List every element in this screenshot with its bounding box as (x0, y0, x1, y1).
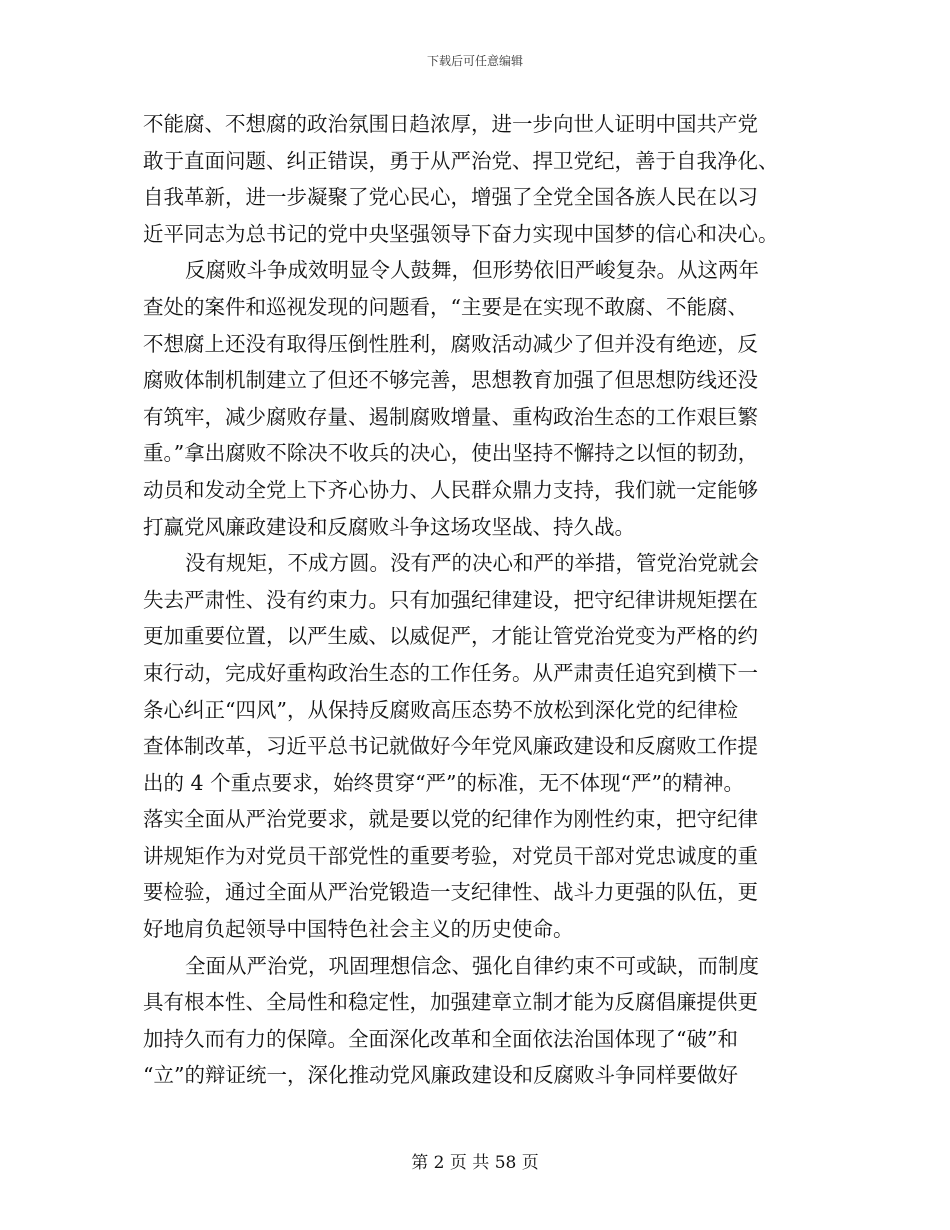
text-line: 不想腐上还没有取得压倒性胜利，腐败活动减少了但并没有绝迹，反 (143, 331, 758, 356)
text-line: 自我革新，进一步凝聚了党心民心，增强了全党全国各族人民在以习 (143, 185, 758, 210)
text-line: 打赢党风廉政建设和反腐败斗争这场攻坚战、持久战。 (143, 514, 635, 539)
text-line: 要检验，通过全面从严治党锻造一支纪律性、战斗力更强的队伍，更 (143, 880, 758, 905)
text-line: 落实全面从严治党要求，就是要以党的纪律作为刚性约束，把守纪律 (143, 807, 758, 832)
paragraph-start-line: 全面从严治党，巩固理想信念、强化自律约束不可或缺，而制度 (185, 953, 759, 978)
text-line: 讲规矩作为对党员干部党性的重要考验，对党员干部对党忠诚度的重 (143, 843, 758, 868)
text-line: 查体制改革，习近平总书记就做好今年党风廉政建设和反腐败工作提 (143, 734, 758, 759)
text-line: 近平同志为总书记的党中央坚强领导下奋力实现中国梦的信心和决心。 (143, 221, 779, 246)
text-line: “立”的辩证统一，深化推动党风廉政建设和反腐败斗争同样要做好 (143, 1063, 738, 1088)
page-header: 下载后可任意编辑 (426, 54, 523, 68)
text-line: 加持久而有力的保障。全面深化改革和全面依法治国体现了“破”和 (143, 1026, 738, 1051)
text-line: 失去严肃性、没有约束力。只有加强纪律建设，把守纪律讲规矩摆在 (143, 587, 758, 612)
text-line: 束行动，完成好重构政治生态的工作任务。从严肃责任追究到横下一 (143, 660, 758, 685)
text-line: 敢于直面问题、纠正错误，勇于从严治党、捍卫党纪，善于自我净化、 (143, 148, 779, 173)
text-line: 不能腐、不想腐的政治氛围日趋浓厚，进一步向世人证明中国共产党 (143, 112, 758, 136)
text-line: 查处的案件和巡视发现的问题看，“主要是在实现不敢腐、不能腐、 (143, 294, 748, 319)
text-line: 腐败体制机制建立了但还不够完善，思想教育加强了但思想防线还没 (143, 368, 758, 393)
text-line: 动员和发动全党上下齐心协力、人民群众鼎力支持，我们就一定能够 (143, 477, 758, 502)
text-line: 好地肩负起领导中国特色社会主义的历史使命。 (143, 917, 574, 942)
paragraph-start-line: 没有规矩，不成方圆。没有严的决心和严的举措，管党治党就会 (185, 551, 759, 576)
text-line: 更加重要位置，以严生威、以威促严，才能让管党治党变为严格的约 (143, 624, 758, 649)
text-line: 具有根本性、全局性和稳定性，加强建章立制才能为反腐倡廉提供更 (143, 990, 758, 1015)
text-line: 条心纠正“四风”，从保持反腐败高压态势不放松到深化党的纪律检 (143, 697, 738, 722)
text-line: 重。”拿出腐败不除决不收兵的决心，使出坚持不懈持之以恒的韧劲， (143, 441, 759, 466)
text-line: 有筑牢，减少腐败存量、遏制腐败增量、重构政治生态的工作艰巨繁 (143, 404, 758, 429)
body-text (143, 106, 803, 1094)
paragraph-start-line: 反腐败斗争成效明显令人鼓舞，但形势依旧严峻复杂。从这两年 (185, 258, 759, 283)
page-number-footer: 第 2 页 共 58 页 (411, 1153, 539, 1173)
text-line: 出的 4 个重点要求，始终贯穿“严”的标准，无不体现“严”的精神。 (143, 770, 744, 795)
